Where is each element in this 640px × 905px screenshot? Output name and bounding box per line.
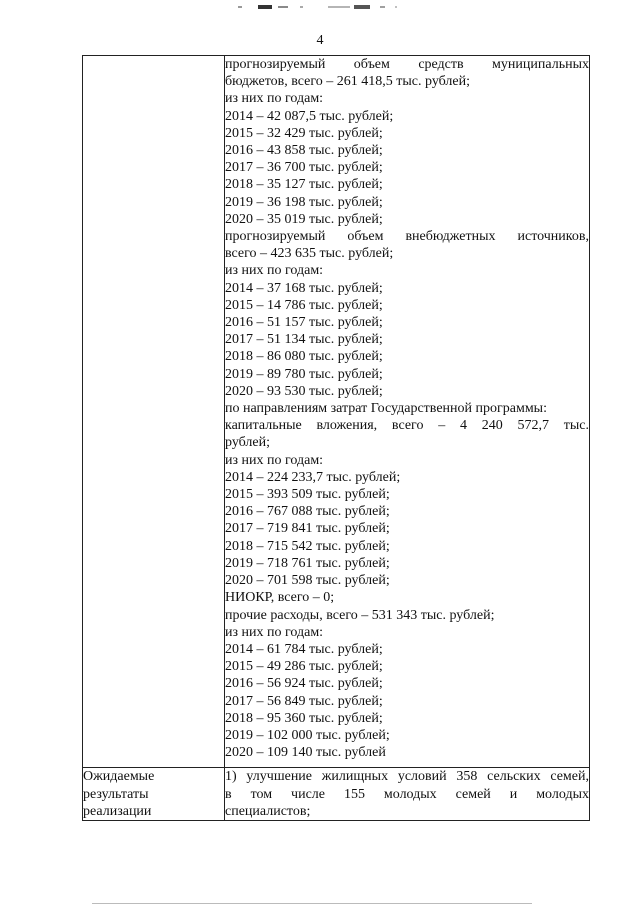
text-line: капитальные вложения, всего – 4 240 572,7 тыс.	[225, 418, 589, 434]
text-line: 2015 – 14 786 тыс. рублей;	[225, 297, 383, 313]
text-line: НИОКР, всего – 0;	[225, 590, 335, 606]
text-line: по направлениям затрат Государственной программы:	[225, 401, 547, 417]
table-row-funding	[83, 56, 590, 768]
text-line: прогнозируемый объем внебюджетных источников,	[225, 229, 589, 245]
text-line: 2019 – 36 198 тыс. рублей;	[225, 194, 383, 210]
text-line: 2018 – 86 080 тыс. рублей;	[225, 349, 383, 365]
text-line: 2014 – 42 087,5 тыс. рублей;	[225, 108, 394, 124]
text-line: 2020 – 93 530 тыс. рублей;	[225, 383, 383, 399]
expected-results-label: Ожидаемые результаты реализации	[83, 768, 225, 821]
text-line: бюджетов, всего – 261 418,5 тыс. рублей;	[225, 74, 470, 90]
text-line: 2015 – 32 429 тыс. рублей;	[225, 125, 383, 141]
text-line: 1) улучшение жилищных условий 358 сельских семей,	[225, 769, 589, 785]
text-line: прогнозируемый объем средств муниципальных	[225, 57, 589, 72]
text-line: 2017 – 56 849 тыс. рублей;	[225, 693, 383, 709]
text-line: 2020 – 701 598 тыс. рублей;	[225, 573, 390, 589]
text-line: из них по годам:	[225, 91, 324, 107]
text-line: 2016 – 56 924 тыс. рублей;	[225, 676, 383, 692]
text-line: 2016 – 767 088 тыс. рублей;	[225, 504, 390, 520]
expected-results-cell	[225, 768, 590, 821]
text-line: рублей;	[225, 435, 270, 451]
text-line: 2017 – 51 134 тыс. рублей;	[225, 332, 383, 348]
row-label-cell	[83, 56, 225, 768]
funding-details-cell	[225, 56, 590, 768]
text-line: 2014 – 61 784 тыс. рублей;	[225, 641, 383, 657]
text-line: 2020 – 109 140 тыс. рублей	[225, 745, 386, 761]
scan-artifact	[230, 3, 410, 11]
text-line: из них по годам:	[225, 263, 324, 279]
text-line: 2018 – 715 542 тыс. рублей;	[225, 538, 390, 554]
text-line: всего – 423 635 тыс. рублей;	[225, 246, 394, 262]
text-line: 2019 – 89 780 тыс. рублей;	[225, 366, 383, 382]
text-line: 2018 – 35 127 тыс. рублей;	[225, 177, 383, 193]
text-line: 2016 – 43 858 тыс. рублей;	[225, 143, 383, 159]
expected-results-lines	[225, 768, 589, 820]
funding-lines	[225, 56, 589, 761]
text-line: 2016 – 51 157 тыс. рублей;	[225, 315, 383, 331]
text-line: 2015 – 49 286 тыс. рублей;	[225, 659, 383, 675]
text-line: из них по годам:	[225, 452, 324, 468]
table-row-expected-results	[83, 768, 590, 821]
text-line: 2019 – 102 000 тыс. рублей;	[225, 727, 390, 743]
text-line: 2015 – 393 509 тыс. рублей;	[225, 487, 390, 503]
text-line: 2017 – 36 700 тыс. рублей;	[225, 160, 383, 176]
text-line: 2017 – 719 841 тыс. рублей;	[225, 521, 390, 537]
text-line: 2014 – 224 233,7 тыс. рублей;	[225, 469, 401, 485]
text-line: прочие расходы, всего – 531 343 тыс. рублей;	[225, 607, 495, 623]
page-number: 4	[316, 33, 324, 48]
text-line: 2014 – 37 168 тыс. рублей;	[225, 280, 383, 296]
program-passport-table	[82, 55, 590, 821]
scan-edge-line	[92, 903, 532, 904]
text-line: 2019 – 718 761 тыс. рублей;	[225, 555, 390, 571]
text-line: в том числе 155 молодых семей и молодых	[225, 786, 589, 802]
text-line: специалистов;	[225, 803, 311, 819]
text-line: из них по годам:	[225, 624, 324, 640]
text-line: 2020 – 35 019 тыс. рублей;	[225, 211, 383, 227]
text-line: 2018 – 95 360 тыс. рублей;	[225, 710, 383, 726]
